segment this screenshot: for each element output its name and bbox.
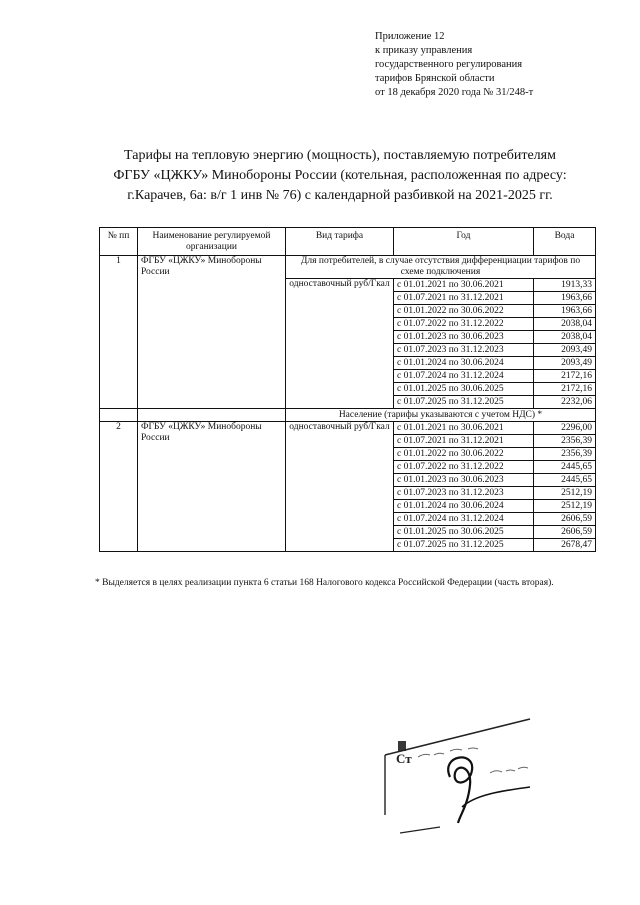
title-line: ФГБУ «ЦЖКУ» Минобороны России (котельная, расположенная по адресу: — [113, 168, 567, 183]
appendix-line: к приказу управления — [375, 45, 473, 56]
value-cell: 1913,33 — [534, 279, 596, 292]
period-cell: с 01.07.2021 по 31.12.2021 — [394, 435, 534, 448]
table-row — [100, 256, 596, 279]
title-line: Тарифы на тепловую энергию (мощность), поставляемую потребителям — [124, 148, 556, 163]
period-cell: с 01.01.2022 по 30.06.2022 — [394, 305, 534, 318]
header-org: Наименование регулируемой организации — [138, 228, 286, 256]
appendix-line: от 18 декабря 2020 года № 31/248-т — [375, 87, 534, 98]
period-cell: с 01.01.2021 по 30.06.2021 — [394, 279, 534, 292]
value-cell: 1963,66 — [534, 305, 596, 318]
appendix-line: тарифов Брянской области — [375, 73, 495, 84]
period-cell: с 01.07.2023 по 31.12.2023 — [394, 344, 534, 357]
value-cell: 2093,49 — [534, 344, 596, 357]
value-cell: 2093,49 — [534, 357, 596, 370]
row-num: 1 — [100, 256, 138, 409]
document-title — [60, 146, 620, 206]
value-cell: 2445,65 — [534, 474, 596, 487]
value-cell: 2296,00 — [534, 422, 596, 435]
period-cell: с 01.07.2024 по 31.12.2024 — [394, 513, 534, 526]
value-cell: 2512,19 — [534, 500, 596, 513]
value-cell: 2606,59 — [534, 513, 596, 526]
blank-cell — [100, 409, 138, 422]
footnote: * Выделяется в целях реализации пункта 6 статьи 168 Налогового кодекса Российской Федерации (часть вторая). — [95, 578, 554, 588]
table-row — [100, 409, 596, 422]
value-cell: 2606,59 — [534, 526, 596, 539]
period-cell: с 01.07.2022 по 31.12.2022 — [394, 318, 534, 331]
value-cell: 2356,39 — [534, 448, 596, 461]
value-cell: 2172,16 — [534, 370, 596, 383]
value-cell: 2038,04 — [534, 318, 596, 331]
appendix-header — [375, 30, 533, 100]
value-cell: 2172,16 — [534, 383, 596, 396]
appendix-line: государственного регулирования — [375, 59, 523, 70]
value-cell: 2512,19 — [534, 487, 596, 500]
period-cell: с 01.01.2023 по 30.06.2023 — [394, 331, 534, 344]
value-cell: 2678,47 — [534, 539, 596, 552]
row-org: ФГБУ «ЦЖКУ» Минобороны России — [138, 422, 286, 552]
period-cell: с 01.07.2025 по 31.12.2025 — [394, 539, 534, 552]
row-tariff-kind: одноставочный руб/Гкал — [286, 422, 394, 552]
value-cell: 1963,66 — [534, 292, 596, 305]
period-cell: с 01.01.2024 по 30.06.2024 — [394, 500, 534, 513]
header-kind: Вид тарифа — [286, 228, 394, 256]
period-cell: с 01.07.2025 по 31.12.2025 — [394, 396, 534, 409]
value-cell: 2356,39 — [534, 435, 596, 448]
period-cell: с 01.07.2021 по 31.12.2021 — [394, 292, 534, 305]
header-water: Вода — [534, 228, 596, 256]
period-cell: с 01.01.2025 по 30.06.2025 — [394, 526, 534, 539]
value-cell: 2232,06 — [534, 396, 596, 409]
period-cell: с 01.01.2025 по 30.06.2025 — [394, 383, 534, 396]
table-row — [100, 422, 596, 435]
table-header-row — [100, 228, 596, 256]
row-num: 2 — [100, 422, 138, 552]
row-org: ФГБУ «ЦЖКУ» Минобороны России — [138, 256, 286, 409]
period-cell: с 01.07.2022 по 31.12.2022 — [394, 461, 534, 474]
period-cell: с 01.01.2022 по 30.06.2022 — [394, 448, 534, 461]
row-tariff-kind: одноставочный руб/Гкал — [286, 279, 394, 409]
svg-text:Ст: Ст — [396, 751, 412, 766]
signature-stamp — [380, 715, 570, 840]
value-cell: 2038,04 — [534, 331, 596, 344]
period-cell: с 01.01.2023 по 30.06.2023 — [394, 474, 534, 487]
period-cell: с 01.01.2024 по 30.06.2024 — [394, 357, 534, 370]
period-cell: с 01.07.2024 по 31.12.2024 — [394, 370, 534, 383]
tariff-table — [99, 227, 596, 552]
blank-cell — [138, 409, 286, 422]
group-note: Для потребителей, в случае отсутствия дифференциации тарифов по схеме подключения — [286, 256, 596, 279]
group-note: Население (тарифы указываются с учетом НДС) * — [286, 409, 596, 422]
appendix-line: Приложение 12 — [375, 31, 445, 42]
header-num: № пп — [100, 228, 138, 256]
value-cell: 2445,65 — [534, 461, 596, 474]
signature-stamp-icon — [380, 715, 570, 835]
header-year: Год — [394, 228, 534, 256]
title-line: г.Карачев, 6а: в/г 1 инв № 76) с календарной разбивкой на 2021-2025 гг. — [127, 188, 553, 203]
period-cell: с 01.01.2021 по 30.06.2021 — [394, 422, 534, 435]
period-cell: с 01.07.2023 по 31.12.2023 — [394, 487, 534, 500]
